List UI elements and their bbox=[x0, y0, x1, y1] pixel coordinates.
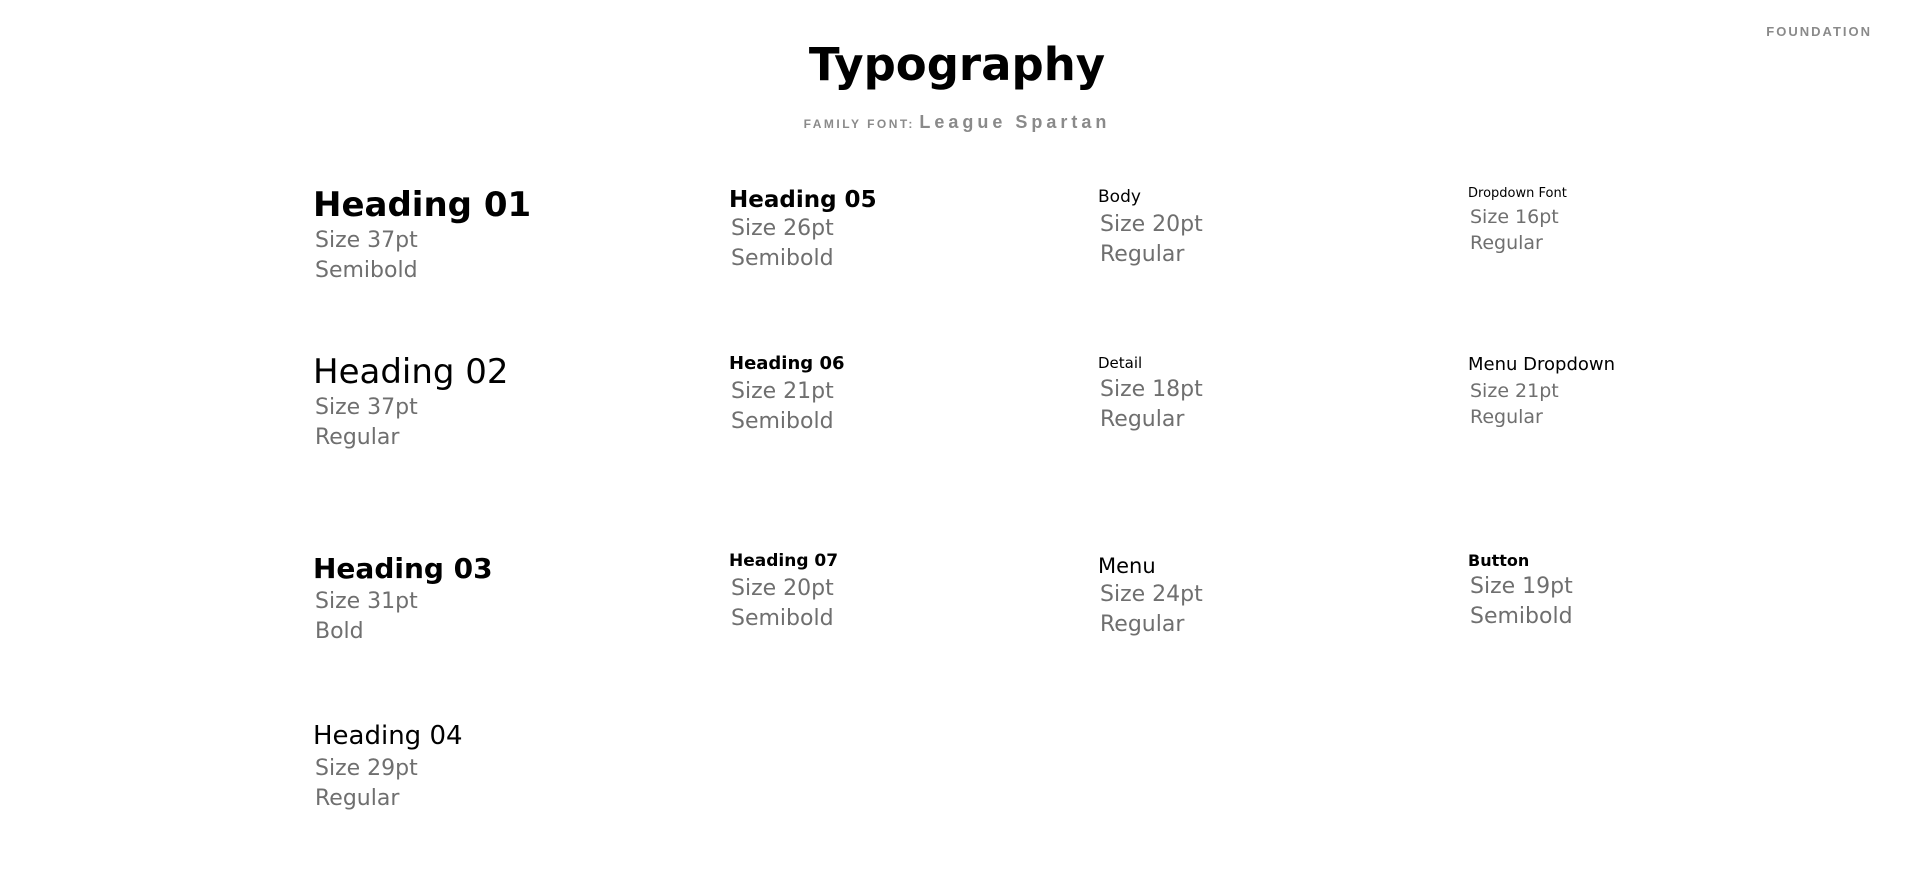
type-spec-name: Menu bbox=[1098, 554, 1156, 578]
type-spec-heading-06 bbox=[729, 354, 845, 437]
type-spec-size: Size 37pt bbox=[315, 395, 418, 421]
type-spec-name: Dropdown Font bbox=[1468, 186, 1567, 201]
type-spec-dropdown-font bbox=[1468, 187, 1567, 256]
type-spec-button bbox=[1468, 552, 1573, 632]
type-spec-name: Body bbox=[1098, 187, 1141, 207]
type-spec-size: Size 19pt bbox=[1470, 574, 1573, 600]
type-spec-weight: Regular bbox=[1470, 231, 1543, 254]
type-spec-name: Heading 01 bbox=[313, 185, 532, 225]
type-spec-name: Heading 07 bbox=[729, 551, 839, 571]
foundation-tag: FOUNDATION bbox=[1766, 24, 1872, 39]
type-spec-size: Size 21pt bbox=[731, 378, 834, 404]
type-spec-weight: Semibold bbox=[731, 605, 834, 631]
type-spec-name: Heading 03 bbox=[313, 552, 493, 585]
type-spec-weight: Regular bbox=[1470, 405, 1543, 428]
type-spec-name: Heading 02 bbox=[313, 352, 509, 392]
type-spec-weight: Semibold bbox=[315, 258, 418, 284]
font-family-subtitle bbox=[0, 112, 1914, 133]
font-family-label: FAMILY FONT: bbox=[803, 117, 915, 131]
type-spec-size: Size 37pt bbox=[315, 228, 418, 254]
type-spec-weight: Regular bbox=[1100, 407, 1185, 433]
type-spec-menu-dropdown bbox=[1468, 355, 1615, 430]
type-spec-size: Size 26pt bbox=[731, 216, 834, 242]
type-spec-heading-05 bbox=[729, 187, 877, 274]
type-spec-detail bbox=[1098, 355, 1203, 435]
font-family-name: League Spartan bbox=[919, 112, 1111, 132]
type-spec-name: Heading 04 bbox=[313, 721, 463, 751]
type-spec-heading-02 bbox=[313, 353, 509, 453]
type-spec-size: Size 18pt bbox=[1100, 377, 1203, 403]
type-spec-size: Size 21pt bbox=[1470, 379, 1559, 402]
type-spec-size: Size 16pt bbox=[1470, 205, 1559, 228]
type-spec-menu bbox=[1098, 554, 1203, 640]
type-spec-body bbox=[1098, 188, 1203, 270]
type-spec-heading-07 bbox=[729, 552, 838, 634]
type-spec-name: Heading 05 bbox=[729, 187, 877, 213]
type-spec-heading-04 bbox=[313, 722, 463, 814]
type-spec-weight: Regular bbox=[1100, 241, 1185, 267]
type-spec-size: Size 29pt bbox=[315, 755, 418, 781]
type-spec-weight: Regular bbox=[1100, 612, 1185, 638]
page-title: Typography bbox=[808, 38, 1106, 91]
type-spec-name: Detail bbox=[1098, 354, 1143, 372]
type-spec-weight: Semibold bbox=[731, 246, 834, 272]
type-spec-size: Size 20pt bbox=[1100, 211, 1203, 237]
type-spec-weight: Semibold bbox=[731, 408, 834, 434]
type-spec-weight: Regular bbox=[315, 425, 400, 451]
type-spec-heading-03 bbox=[313, 553, 493, 647]
type-spec-weight: Bold bbox=[315, 619, 364, 645]
type-spec-weight: Regular bbox=[315, 785, 400, 811]
type-spec-size: Size 20pt bbox=[731, 575, 834, 601]
type-spec-weight: Semibold bbox=[1470, 604, 1573, 630]
type-spec-size: Size 31pt bbox=[315, 589, 418, 615]
type-spec-name: Menu Dropdown bbox=[1468, 354, 1616, 375]
type-spec-name: Heading 06 bbox=[729, 353, 845, 374]
type-spec-size: Size 24pt bbox=[1100, 582, 1203, 608]
type-spec-name: Button bbox=[1468, 551, 1530, 570]
type-spec-heading-01 bbox=[313, 186, 531, 286]
